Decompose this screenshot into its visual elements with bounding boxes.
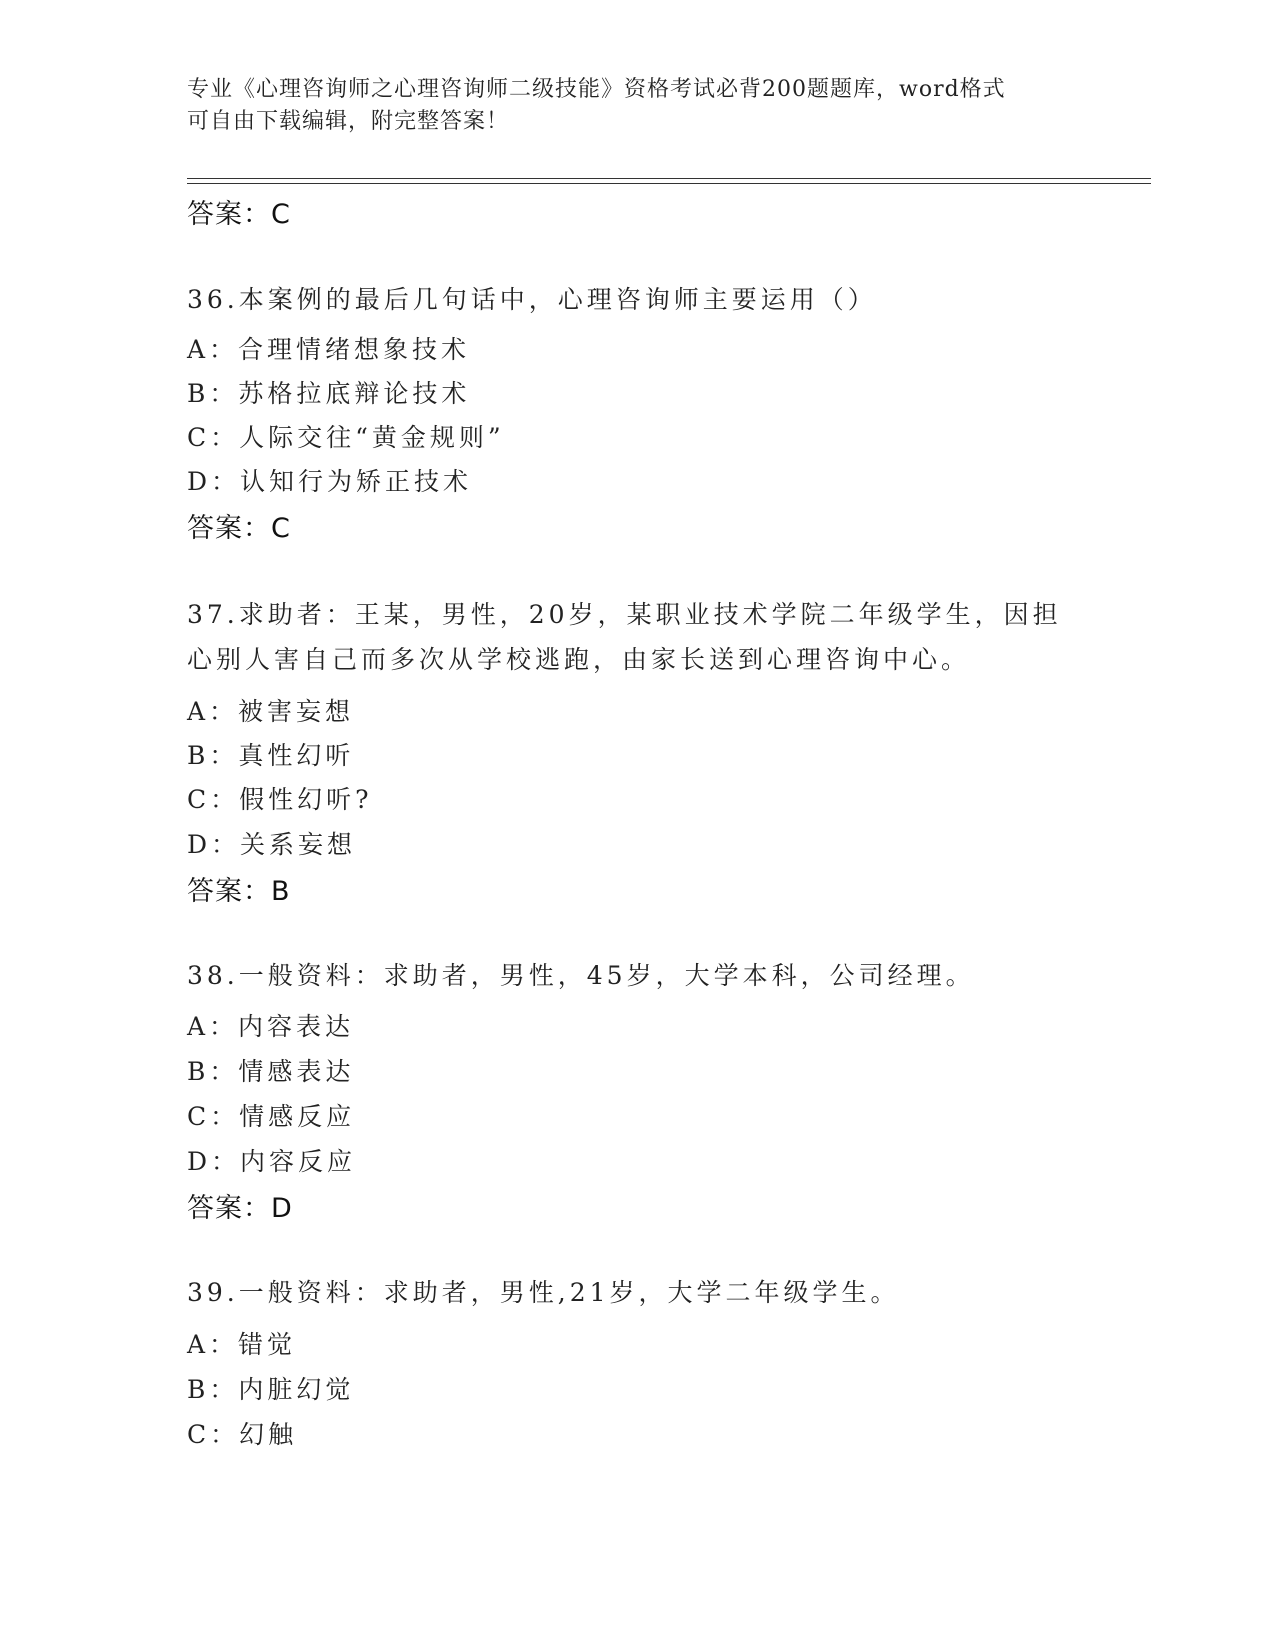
header-divider-bottom — [187, 183, 1151, 184]
question-38-option-d: D：内容反应 — [187, 1147, 357, 1176]
question-38-option-c: C：情感反应 — [187, 1102, 356, 1131]
question-37-option-b: B：真性幻听 — [187, 741, 355, 770]
header-line-2: 可自由下载编辑，附完整答案！ — [187, 109, 510, 134]
question-36-text: 36.本案例的最后几句话中，心理咨询师主要运用（） — [187, 285, 877, 314]
question-39-text: 39.一般资料：求助者，男性,21岁，大学二年级学生。 — [187, 1278, 900, 1307]
question-36-option-c: C：人际交往“黄金规则” — [187, 423, 505, 452]
question-39-option-c: C：幻触 — [187, 1420, 298, 1449]
question-36-answer: 答案：C — [187, 513, 291, 544]
question-38-answer: 答案：D — [187, 1193, 293, 1224]
question-37-answer: 答案：B — [187, 876, 291, 907]
question-38-option-a: A：内容表达 — [187, 1012, 355, 1041]
question-36-option-d: D：认知行为矫正技术 — [187, 467, 473, 496]
question-38-text: 38.一般资料：求助者，男性，45岁，大学本科，公司经理。 — [187, 961, 975, 990]
question-36-option-b: B：苏格拉底辩论技术 — [187, 379, 471, 408]
answer-prev: 答案：C — [187, 199, 291, 230]
question-39-option-b: B：内脏幻觉 — [187, 1375, 355, 1404]
header-line-1: 专业《心理咨询师之心理咨询师二级技能》资格考试必背200题题库，word格式 — [187, 77, 1006, 102]
page-header — [187, 74, 1087, 138]
header-divider-top — [187, 178, 1151, 179]
question-37-option-a: A：被害妄想 — [187, 697, 355, 726]
question-37-text: 37.求助者：王某，男性，20岁，某职业技术学院二年级学生，因担心别人害自己而多次从学校逃跑，由家长送到心理咨询中心。 — [187, 600, 1062, 674]
question-37-option-d: D：关系妄想 — [187, 830, 357, 859]
question-36-option-a: A：合理情绪想象技术 — [187, 335, 471, 364]
question-37-option-c: C：假性幻听? — [187, 785, 373, 814]
question-39-option-a: A：错觉 — [187, 1330, 297, 1359]
question-38-option-b: B：情感表达 — [187, 1057, 355, 1086]
